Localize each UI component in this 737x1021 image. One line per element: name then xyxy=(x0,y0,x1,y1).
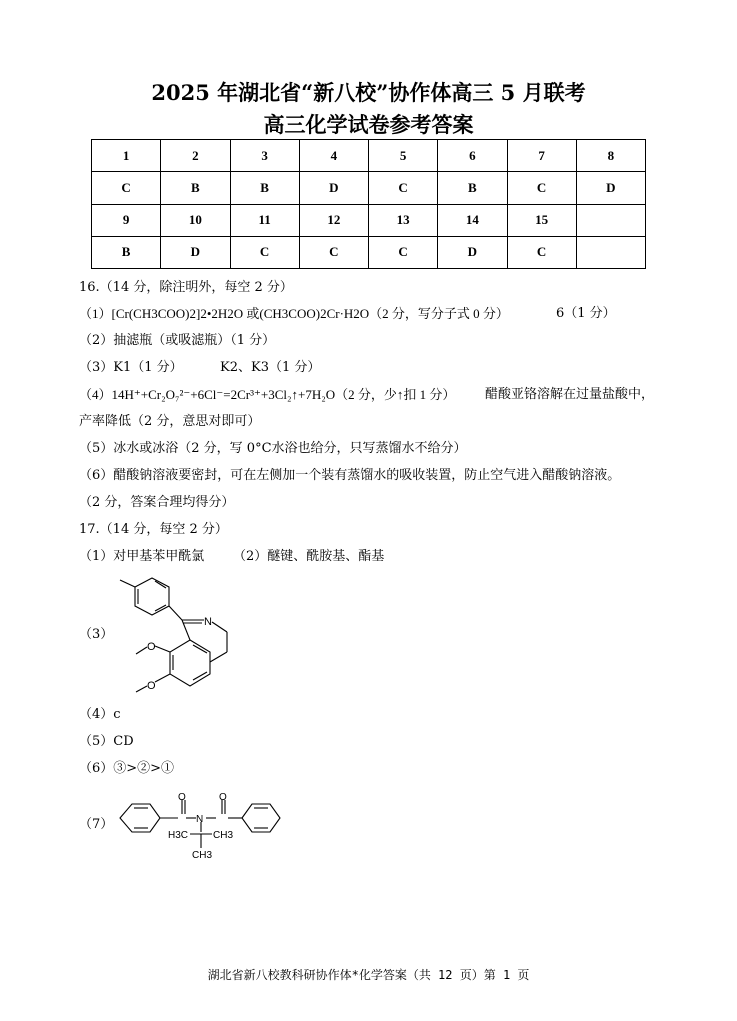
page-title: 2025 年湖北省“新八校”协作体高三 5 月联考 xyxy=(151,80,586,105)
atom-o: O xyxy=(219,792,227,803)
table-cell: 14 xyxy=(438,204,507,236)
table-row xyxy=(92,204,646,236)
q17-answer-6: （6）③>②>① xyxy=(79,761,175,776)
methyl-label: CH3 xyxy=(192,850,213,861)
table-cell: D xyxy=(299,172,368,204)
dihydroisoquinoline-structure xyxy=(110,570,230,700)
table-cell: C xyxy=(507,172,576,204)
q17-answer-2: （2）醚键、酰胺基、酯基 xyxy=(233,549,385,564)
table-cell: 2 xyxy=(161,140,230,172)
q16-answer-2: （2）抽滤瓶（或吸滤瓶）（1 分） xyxy=(79,333,276,348)
table-cell: D xyxy=(576,172,645,204)
table-cell: 11 xyxy=(230,204,299,236)
q16-answer-4: （4）14H⁺+Cr₂O₇²⁻+6Cl⁻=2Cr³⁺+3Cl₂↑+7H₂O（2 分，少↑扣 1 分） xyxy=(79,387,456,402)
methyl-label: H3C xyxy=(168,830,189,841)
table-cell: 7 xyxy=(507,140,576,172)
atom-o: O xyxy=(147,680,156,692)
table-cell: 6 xyxy=(438,140,507,172)
table-row xyxy=(92,140,646,172)
q17-heading: 17.（14 分，每空 2 分） xyxy=(79,522,228,537)
q17-answer-4: （4）c xyxy=(79,707,121,722)
table-cell: B xyxy=(161,172,230,204)
atom-o: O xyxy=(178,792,186,803)
q16-answer-1b: 6（1 分） xyxy=(556,306,616,321)
table-cell xyxy=(576,204,645,236)
q17-answer-3-label: （3） xyxy=(79,627,114,642)
q16-heading: 16.（14 分，除注明外，每空 2 分） xyxy=(79,280,293,295)
page-footer: 湖北省新八校教科研协作体*化学答案（共 12 页）第 1 页 xyxy=(207,968,530,982)
table-cell: 8 xyxy=(576,140,645,172)
table-cell: B xyxy=(230,172,299,204)
table-cell: 9 xyxy=(92,204,161,236)
table-row xyxy=(92,236,646,268)
table-cell xyxy=(576,236,645,268)
table-cell: C xyxy=(92,172,161,204)
table-cell: D xyxy=(161,236,230,268)
atom-o: O xyxy=(147,641,156,653)
q16-answer-4b: 醋酸亚铬溶解在过量盐酸中， xyxy=(485,387,655,402)
answer-table xyxy=(91,139,646,269)
table-cell: B xyxy=(92,236,161,268)
table-cell: 13 xyxy=(369,204,438,236)
atom-n: N xyxy=(196,814,204,825)
q17-answer-5: （5）CD xyxy=(79,734,134,749)
q16-answer-1: （1）[Cr(CH3COO)2]2•2H2O 或(CH3COO)2Cr·H2O（2 分，写分子式 0 分） xyxy=(79,306,509,321)
table-cell: D xyxy=(438,236,507,268)
table-cell: 1 xyxy=(92,140,161,172)
table-cell: C xyxy=(230,236,299,268)
q16-answer-3b: K2、K3（1 分） xyxy=(220,360,321,375)
table-cell: C xyxy=(369,236,438,268)
dibenzamide-structure xyxy=(112,786,292,866)
table-cell: 12 xyxy=(299,204,368,236)
q16-answer-6b: （2 分，答案合理均得分） xyxy=(79,495,235,510)
q16-answer-4c: 产率降低（2 分，意思对即可） xyxy=(79,414,261,429)
q17-answer-7-label: （7） xyxy=(79,817,114,832)
q16-answer-5: （5）冰水或冰浴（2 分，写 0°C水浴也给分，只写蒸馏水不给分） xyxy=(79,441,467,456)
page-subtitle: 高三化学试卷参考答案 xyxy=(263,112,474,137)
table-cell: B xyxy=(438,172,507,204)
table-cell: 4 xyxy=(299,140,368,172)
table-row xyxy=(92,172,646,204)
table-cell: 10 xyxy=(161,204,230,236)
table-cell: C xyxy=(299,236,368,268)
table-cell: 15 xyxy=(507,204,576,236)
table-cell: C xyxy=(369,172,438,204)
q16-answer-6: （6）醋酸钠溶液要密封，可在左侧加一个装有蒸馏水的吸收装置，防止空气进入醋酸钠溶液。 xyxy=(79,468,621,483)
q16-answer-3a: （3）K1（1 分） xyxy=(79,360,183,375)
table-cell: 5 xyxy=(369,140,438,172)
atom-n: N xyxy=(204,616,212,628)
methyl-label: CH3 xyxy=(213,830,234,841)
table-cell: 3 xyxy=(230,140,299,172)
table-cell: C xyxy=(507,236,576,268)
q17-answer-1: （1）对甲基苯甲酰氯 xyxy=(79,549,205,564)
